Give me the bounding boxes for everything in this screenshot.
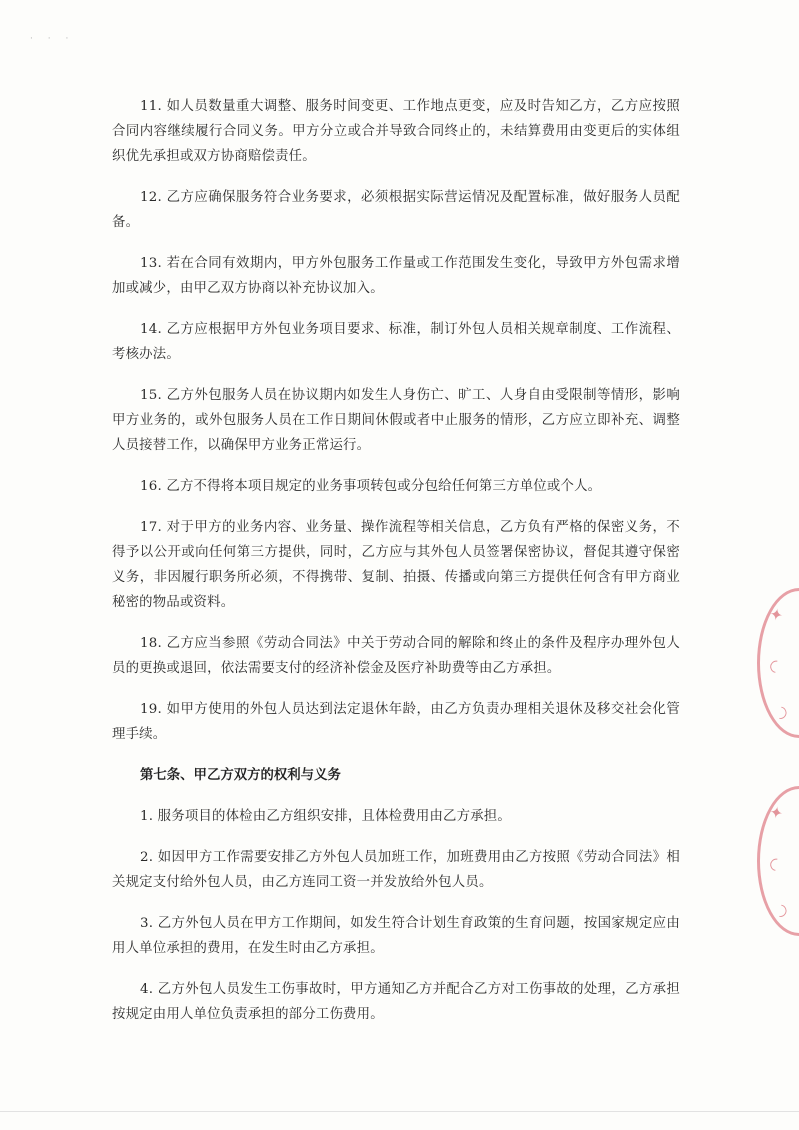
article-7-clause-2: 2. 如因甲方工作需要安排乙方外包人员加班工作，加班费用由乙方按照《劳动合同法》相关规定支付给外包人员，由乙方连同工资一并发放给外包人员。 xyxy=(112,850,680,890)
seal-mark-icon: ✦ xyxy=(766,804,788,821)
seal-stamp-upper xyxy=(757,588,799,738)
clause-16: 16. 乙方不得将本项目规定的业务事项转包或分包给任何第三方单位或个人。 xyxy=(140,479,602,494)
clause-11: 11. 如人员数量重大调整、服务时间变更、工作地点更变，应及时告知乙方，乙方应按照合同内容继续履行合同义务。甲方分立或合并导致合同终止的，未结算费用由变更后的实体组织优先承担或双方协商赔偿责任。 xyxy=(112,99,680,164)
contract-body xyxy=(112,94,680,1043)
article-7-clause-1: 1. 服务项目的体检由乙方组织安排，且体检费用由乙方承担。 xyxy=(140,809,511,824)
seal-mark-icon: ◡ xyxy=(768,703,790,722)
section-heading-article-7: 第七条、甲乙方双方的权利与义务 xyxy=(140,768,341,783)
clause-18: 18. 乙方应当参照《劳动合同法》中关于劳动合同的解除和终止的条件及程序办理外包人员的更换或退回，依法需要支付的经济补偿金及医疗补助费等由乙方承担。 xyxy=(112,636,680,676)
clause-15: 15. 乙方外包服务人员在协议期内如发生人身伤亡、旷工、人身自由受限制等情形，影响甲方业务的，或外包服务人员在工作日期间休假或者中止服务的情形，乙方应立即补充、调整人员接替工作，以确保甲方业务正常运行。 xyxy=(112,388,680,453)
seal-mark-icon: ◠ xyxy=(764,855,786,874)
clause-13: 13. 若在合同有效期内，甲方外包服务工作量或工作范围发生变化，导致甲方外包需求增加或减少，由甲乙双方协商以补充协议加入。 xyxy=(112,256,680,296)
seal-stamp-lower xyxy=(757,786,799,936)
seal-mark-icon: ◡ xyxy=(768,901,790,920)
seal-mark-icon: ◠ xyxy=(764,657,786,676)
scan-artifact: · · · xyxy=(30,34,75,44)
clause-12: 12. 乙方应确保服务符合业务要求，必须根据实际营运情况及配置标准，做好服务人员配备。 xyxy=(112,190,680,230)
article-7-clause-3: 3. 乙方外包人员在甲方工作期间，如发生符合计划生育政策的生育问题，按国家规定应由用人单位承担的费用，在发生时由乙方承担。 xyxy=(112,916,680,956)
clause-17: 17. 对于甲方的业务内容、业务量、操作流程等相关信息，乙方负有严格的保密义务，不得予以公开或向任何第三方提供，同时，乙方应与其外包人员签署保密协议，督促其遵守保密义务，非因履行职务所必须，不得携带、复制、拍摄、传播或向第三方提供任何含有甲方商业秘密的物品或资料。 xyxy=(112,520,680,610)
page-edge-line xyxy=(0,1111,799,1112)
article-7-clause-4: 4. 乙方外包人员发生工伤事故时，甲方通知乙方并配合乙方对工伤事故的处理，乙方承担按规定由用人单位负责承担的部分工伤费用。 xyxy=(112,982,680,1022)
seal-mark-icon: ✦ xyxy=(766,606,788,623)
clause-19: 19. 如甲方使用的外包人员达到法定退休年龄，由乙方负责办理相关退休及移交社会化管理手续。 xyxy=(112,702,680,742)
clause-14: 14. 乙方应根据甲方外包业务项目要求、标准，制订外包人员相关规章制度、工作流程、考核办法。 xyxy=(112,322,680,362)
